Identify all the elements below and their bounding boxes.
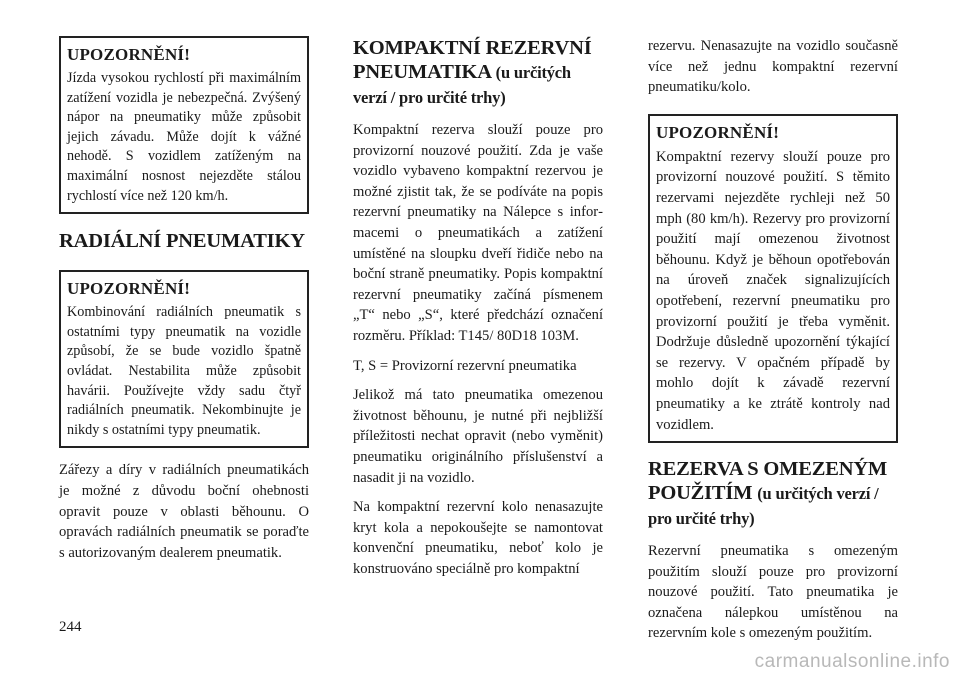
page-number: 244 xyxy=(59,619,82,635)
warning-text: Kombinování radiálních pneumatik s ostatními typy pneumatik na vozidle způsobí, že se bude vozidlo špatně ovládat. Nestabilita může způsobit havárii. Používejte vždy sadu čtyř radiálních pneumatik. Nekombinujte je nikdy s ostatními typy pneumatik. xyxy=(67,304,301,438)
warning-text: Jízda vysokou rychlostí při maximálním zatížení vozidla je nebezpečná. Zvýšený nápor na pneumatiky může způsobit jejich závadu. Může dojít k vážné nehodě. S vozidlem zatíženým na maximální nosnost nejezděte stálou rychlostí více než 120 km/h. xyxy=(67,70,301,204)
heading-sub: (u určitých verzí / pro určité trhy) xyxy=(648,484,879,529)
warning-text: Kompaktní rezervy slouží pouze pro provizorní nouzové použití. S těmito rezervami nejezděte rychleji než 50 mph (80 km/h). Rezervy pro provizorní použití mají omezenou životnost běhounu. Když je běhoun opotřebován na úroveň značek signalizujících opotřebení, rezervní pneumatiku pro provizorní použití je třeba vyměnit. Dodržuje důsledně upozornění týkající se rezervy. V opačném případě by mohlo dojít k závadě rezervní pneumatiky a ke ztrátě kontroly nad vozidlem. xyxy=(656,148,890,433)
warning-title: UPOZORNĚNÍ! xyxy=(67,45,191,64)
paragraph-radial-repair: Zářezy a díry v radiálních pneumatikách je možné z důvodu boční ohebnosti opravit pouze v oblasti běhounu. O opravách radiálních pneumatik se poraďte s autorizovaným dealerem pneumatik. xyxy=(59,462,309,561)
warning-title: UPOZORNĚNÍ! xyxy=(656,122,780,142)
paragraph-limited-use: Rezervní pneumatika s omezeným použitím slouží pouze pro provizorní nouzové použití. Tato pneumatika je označena nálepkou umístěnou na rezervním kole s omezeným použitím. xyxy=(648,543,898,642)
column-left xyxy=(59,36,309,563)
heading-sub: (u určitých verzí / pro určité trhy) xyxy=(353,63,571,107)
paragraph-ts-definition: T, S = Provizorní rezervní pneumatika xyxy=(353,357,577,374)
paragraph-compact-intro: Kompaktní rezerva slouží pouze pro provizorní nouzové použití. Zda je vaše vozidlo vybaveno kompaktní rezervou je možné zjistit tak, že se podíváte na popis rezervní pneumatiky na Nálepce s informacemi o pneumatikách a zatížení umístěné na sloupku dveří řidiče nebo na boční straně pneumatiky. Popis kompaktní rezervní pneumatiky začíná písmenem „T“ nebo „S“, které předchází označení rozměru. Příklad: T145/ 80D18 103M. xyxy=(353,122,603,344)
warning-box-compact xyxy=(648,114,898,443)
warning-box-speed xyxy=(59,36,309,214)
warning-box-radial xyxy=(59,270,309,448)
column-right xyxy=(648,36,898,644)
section-heading-limited-use xyxy=(648,457,898,531)
paragraph-tread-life: Jelikož má tato pneumatika omezenou životnost běhounu, je nutné při nejbližší příležitosti nechat opravit (nebo vyměnit) pneumatiku originálního příslušenství a nasadit ji na vozidlo. xyxy=(353,387,603,486)
paragraph-continuation: rezervu. Nenasazujte na vozidlo současně více než jednu kompaktní rezervní pneumatiku/kolo. xyxy=(648,38,898,96)
warning-title: UPOZORNĚNÍ! xyxy=(67,279,191,299)
section-heading-compact-spare xyxy=(353,36,603,110)
watermark: carmanualsonline.info xyxy=(754,651,950,672)
column-middle xyxy=(353,36,603,579)
paragraph-wheel-cover: Na kompaktní rezervní kolo nenasazujte kryt kola a nepokoušejte se namontovat konvenční pneumatiku, neboť kolo je konstruováno speciálně pro kompaktní xyxy=(353,499,603,577)
heading-main: KOMPAKTNÍ REZERVNÍ PNEUMATIKA xyxy=(353,37,592,83)
section-heading-radial: RADIÁLNÍ PNEUMATIKY xyxy=(59,230,305,253)
heading-main: REZERVA S OMEZENÝM POUŽITÍM xyxy=(648,458,888,505)
